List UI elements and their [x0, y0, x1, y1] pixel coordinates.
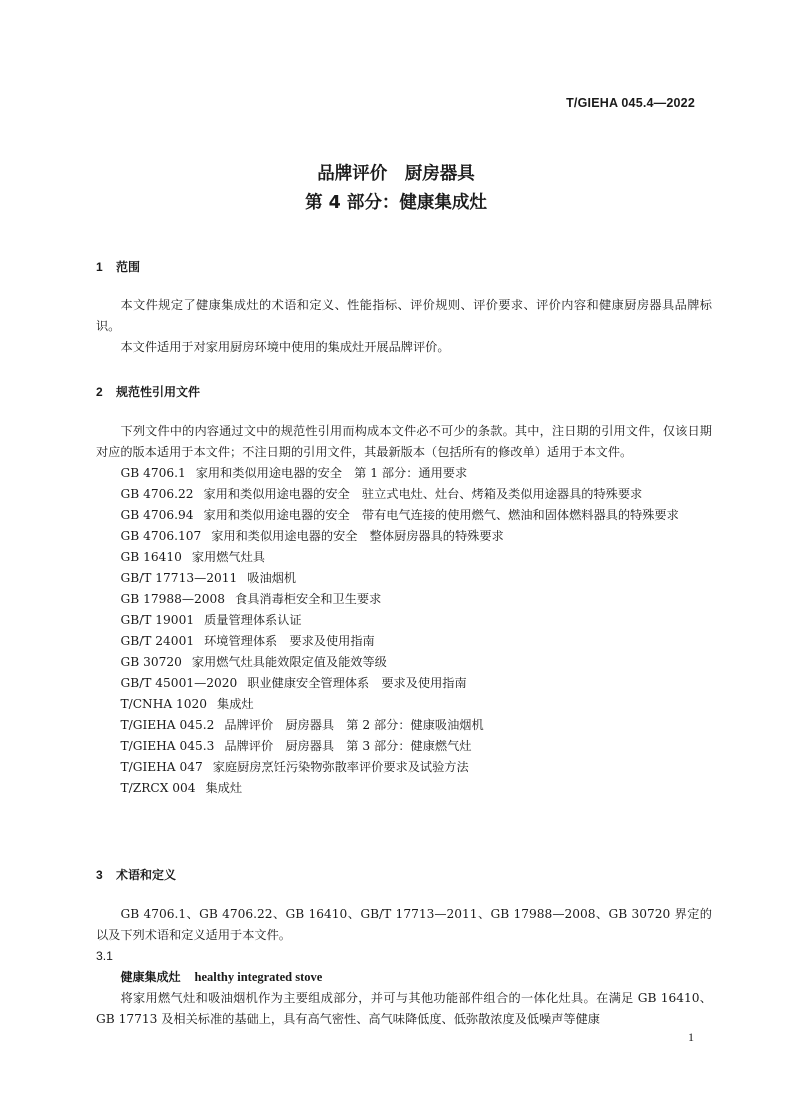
- reference-item: GB 4706.107 家用和类似用途电器的安全 整体厨房器具的特殊要求: [120, 529, 504, 543]
- section-3-title: 术语和定义: [116, 868, 177, 882]
- reference-item: GB 30720 家用燃气灶具能效限定值及能效等级: [120, 655, 387, 669]
- section-2-title: 规范性引用文件: [116, 385, 201, 399]
- scope-paragraph-1: 本文件规定了健康集成灶的术语和定义、性能指标、评价规则、评价要求、评价内容和健康厨房器具品牌标识。: [96, 298, 712, 333]
- reference-item: GB/T 17713—2011 吸油烟机: [120, 571, 297, 585]
- term-heading: [96, 967, 712, 988]
- reference-item: GB/T 19001 质量管理体系认证: [120, 613, 302, 627]
- reference-item: T/GIEHA 045.2 品牌评价 厨房器具 第 2 部分：健康吸油烟机: [120, 718, 484, 732]
- section-3-body: [96, 904, 712, 1030]
- section-2-heading: [96, 383, 200, 400]
- reference-item: GB 17988—2008 食具消毒柜安全和卫生要求: [120, 592, 382, 606]
- section-1-number: 1: [96, 260, 103, 274]
- reference-item: GB/T 45001—2020 职业健康安全管理体系 要求及使用指南: [120, 676, 467, 690]
- normative-references-intro: 下列文件中的内容通过文中的规范性引用而构成本文件必不可少的条款。其中，注日期的引用文件，仅该日期对应的版本适用于本文件；不注日期的引用文件，其最新版本（包括所有的修改单）适用于本文件。: [96, 424, 712, 459]
- reference-item: GB/T 24001 环境管理体系 要求及使用指南: [120, 634, 375, 648]
- scope-paragraph-2: 本文件适用于对家用厨房环境中使用的集成灶开展品牌评价。: [120, 340, 450, 354]
- reference-item: T/GIEHA 045.3 品牌评价 厨房器具 第 3 部分：健康燃气灶: [120, 739, 472, 753]
- term-number: 3.1: [96, 949, 113, 963]
- term-english: healthy integrated stove: [194, 970, 323, 984]
- reference-item: T/GIEHA 047 家庭厨房烹饪污染物弥散率评价要求及试验方法: [120, 760, 469, 774]
- term-definition: 将家用燃气灶和吸油烟机作为主要组成部分，并可与其他功能部件组合的一体化灶具。在满足 GB 16410、GB 17713 及相关标准的基础上，具有高气密性、高气味降低度、低弥散浓度及低噪声等健康: [96, 991, 712, 1026]
- document-title-line2: 第 4 部分：健康集成灶: [305, 193, 487, 213]
- reference-item: GB 4706.1 家用和类似用途电器的安全 第 1 部分：通用要求: [120, 466, 468, 480]
- section-2-body: [96, 421, 712, 799]
- section-3-number: 3: [96, 868, 103, 882]
- terms-intro: GB 4706.1、GB 4706.22、GB 16410、GB/T 17713—2011、GB 17988—2008、GB 30720 界定的以及下列术语和定义适用于本文件。: [96, 907, 712, 942]
- document-title-line1: 品牌评价 厨房器具: [317, 164, 475, 184]
- reference-item: GB 16410 家用燃气灶具: [120, 550, 265, 564]
- section-2-number: 2: [96, 385, 103, 399]
- section-1-body: [96, 295, 712, 358]
- reference-item: T/ZRCX 004 集成灶: [120, 781, 243, 795]
- section-1-heading: [96, 258, 140, 275]
- reference-item: GB 4706.22 家用和类似用途电器的安全 驻立式电灶、灶台、烤箱及类似用途器具的特殊要求: [120, 487, 643, 501]
- document-code: T/GIEHA 045.4—2022: [566, 96, 695, 110]
- section-1-title: 范围: [116, 260, 141, 274]
- section-3-heading: [96, 866, 176, 883]
- reference-item: GB 4706.94 家用和类似用途电器的安全 带有电气连接的使用燃气、燃油和固体燃料器具的特殊要求: [120, 508, 679, 522]
- reference-item: T/CNHA 1020 集成灶: [120, 697, 254, 711]
- page-number: 1: [688, 1030, 694, 1044]
- term-chinese: 健康集成灶: [120, 970, 181, 984]
